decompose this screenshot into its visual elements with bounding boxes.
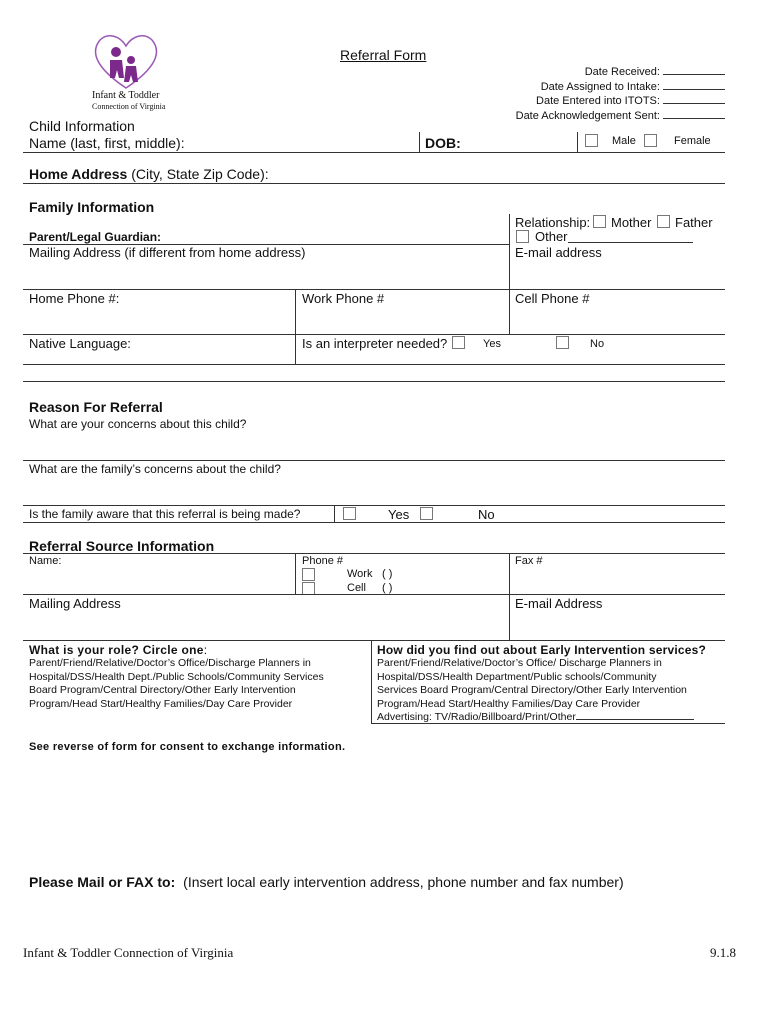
role-line-1: Parent/Friend/Relative/Doctor’s Office/Discharge Planners in xyxy=(29,657,311,669)
found-line-3: Services Board Program/Central Directory/Other Early Intervention xyxy=(377,684,687,697)
interpreter-yes-label: Yes xyxy=(483,338,501,350)
home-address-field[interactable] xyxy=(29,166,269,182)
source-cell-area-code[interactable]: ( ) xyxy=(382,582,393,594)
male-label: Male xyxy=(612,135,636,147)
interpreter-question: Is an interpreter needed? xyxy=(302,336,448,351)
date-received-label: Date Received: xyxy=(584,66,660,78)
female-checkbox[interactable] xyxy=(644,134,657,147)
source-work-checkbox[interactable] xyxy=(302,568,315,581)
source-heading: Referral Source Information xyxy=(29,538,215,554)
child-name-field[interactable] xyxy=(29,135,185,151)
role-options[interactable] xyxy=(29,657,369,711)
found-line-5: Advertising: TV/Radio/Billboard/Print/Other xyxy=(377,711,576,724)
female-label: Female xyxy=(674,135,711,147)
source-phone-label: Phone # xyxy=(302,555,343,567)
mailing-address-label: Mailing Address (if different from home address) xyxy=(29,245,306,260)
interpreter-no-label: No xyxy=(590,338,605,350)
mail-hint: (Insert local early intervention address, phone number and fax number) xyxy=(183,874,624,890)
native-language-label[interactable]: Native Language: xyxy=(29,336,131,351)
role-line-3: Board Program/Central Directory/Other Early Intervention xyxy=(29,684,296,697)
family-aware-question: Is the family aware that this referral is being made? xyxy=(29,507,301,521)
found-line-2: Hospital/DSS/Health Department/Public schools/Community xyxy=(377,670,657,683)
child-info-heading: Child Information xyxy=(29,118,135,134)
family-aware-no-checkbox[interactable] xyxy=(420,507,433,520)
found-line-1: Parent/Friend/Relative/Doctor’s Office/ Discharge Planners in xyxy=(377,657,662,669)
family-concerns-question[interactable]: What are the family’s concerns about the child? xyxy=(29,462,281,476)
guardian-label: Parent/Legal Guardian: xyxy=(29,230,162,244)
dob-label[interactable]: DOB: xyxy=(425,135,461,151)
role-heading: What is your role? Circle one: xyxy=(29,643,208,657)
office-use-block xyxy=(516,65,725,123)
child-concerns-question[interactable]: What are your concerns about this child? xyxy=(29,417,247,431)
found-heading: How did you find out about Early Intervention services? xyxy=(377,643,707,657)
home-address-label: Home Address xyxy=(29,166,128,182)
home-address-hint: (City, State Zip Code): xyxy=(131,166,269,182)
role-line-2: Hospital/DSS/Health Dept./Public Schools/Community Services xyxy=(29,670,324,683)
home-phone-label[interactable]: Home Phone #: xyxy=(29,291,120,306)
source-cell-label: Cell xyxy=(347,582,366,594)
other-relationship-label: Other xyxy=(535,229,568,244)
logo-line-1: Infant & Toddler xyxy=(92,90,160,101)
role-line-4: Program/Head Start/Healthy Families/Day Care Provider xyxy=(29,697,293,710)
interpreter-yes-checkbox[interactable] xyxy=(452,336,465,349)
family-email-label: E-mail address xyxy=(515,245,602,260)
family-info-heading: Family Information xyxy=(29,199,155,215)
source-work-label: Work xyxy=(347,568,373,580)
found-line-4: Program/Head Start/Healthy Families/Day Care Provider xyxy=(377,697,641,710)
family-aware-yes-checkbox[interactable] xyxy=(343,507,356,520)
cell-phone-label[interactable]: Cell Phone # xyxy=(515,291,590,306)
mother-label: Mother xyxy=(611,215,652,230)
logo xyxy=(86,30,166,116)
footer-code: 9.1.8 xyxy=(710,945,736,960)
mail-label: Please Mail or FAX to: xyxy=(29,874,176,890)
source-name-label[interactable]: Name: xyxy=(29,555,62,567)
date-entered-label: Date Entered into ITOTS: xyxy=(536,95,660,107)
father-checkbox[interactable] xyxy=(657,215,670,228)
footer-org: Infant & Toddler Connection of Virginia xyxy=(23,945,234,960)
source-email-label[interactable]: E-mail Address xyxy=(515,596,603,611)
work-phone-label[interactable]: Work Phone # xyxy=(302,291,385,306)
source-work-area-code[interactable]: ( ) xyxy=(382,568,393,580)
other-relationship-blank[interactable] xyxy=(568,233,693,243)
relationship-label: Relationship: xyxy=(515,215,591,230)
reason-heading: Reason For Referral xyxy=(29,399,163,415)
other-relationship-checkbox[interactable] xyxy=(516,230,529,243)
mail-instructions xyxy=(29,874,624,890)
reverse-note: See reverse of form for consent to exchange information. xyxy=(29,741,346,753)
family-aware-no-label: No xyxy=(478,507,495,522)
mother-checkbox[interactable] xyxy=(593,215,606,228)
male-checkbox[interactable] xyxy=(585,134,598,147)
family-aware-yes-label: Yes xyxy=(388,507,410,522)
logo-heart-figures-icon xyxy=(86,30,166,92)
child-name-hint: (last, first, middle): xyxy=(70,135,185,151)
logo-line-2: Connection of Virginia xyxy=(92,102,166,111)
source-fax-label[interactable]: Fax # xyxy=(515,555,543,567)
source-mailing-label[interactable]: Mailing Address xyxy=(29,596,121,611)
form-title: Referral Form xyxy=(340,47,427,63)
found-options[interactable] xyxy=(377,657,722,725)
father-label: Father xyxy=(675,215,713,230)
interpreter-no-checkbox[interactable] xyxy=(556,336,569,349)
child-name-label: Name xyxy=(29,135,67,151)
date-ack-label: Date Acknowledgement Sent: xyxy=(515,109,660,122)
date-assigned-label: Date Assigned to Intake: xyxy=(540,80,660,93)
found-other-blank[interactable] xyxy=(576,711,694,720)
